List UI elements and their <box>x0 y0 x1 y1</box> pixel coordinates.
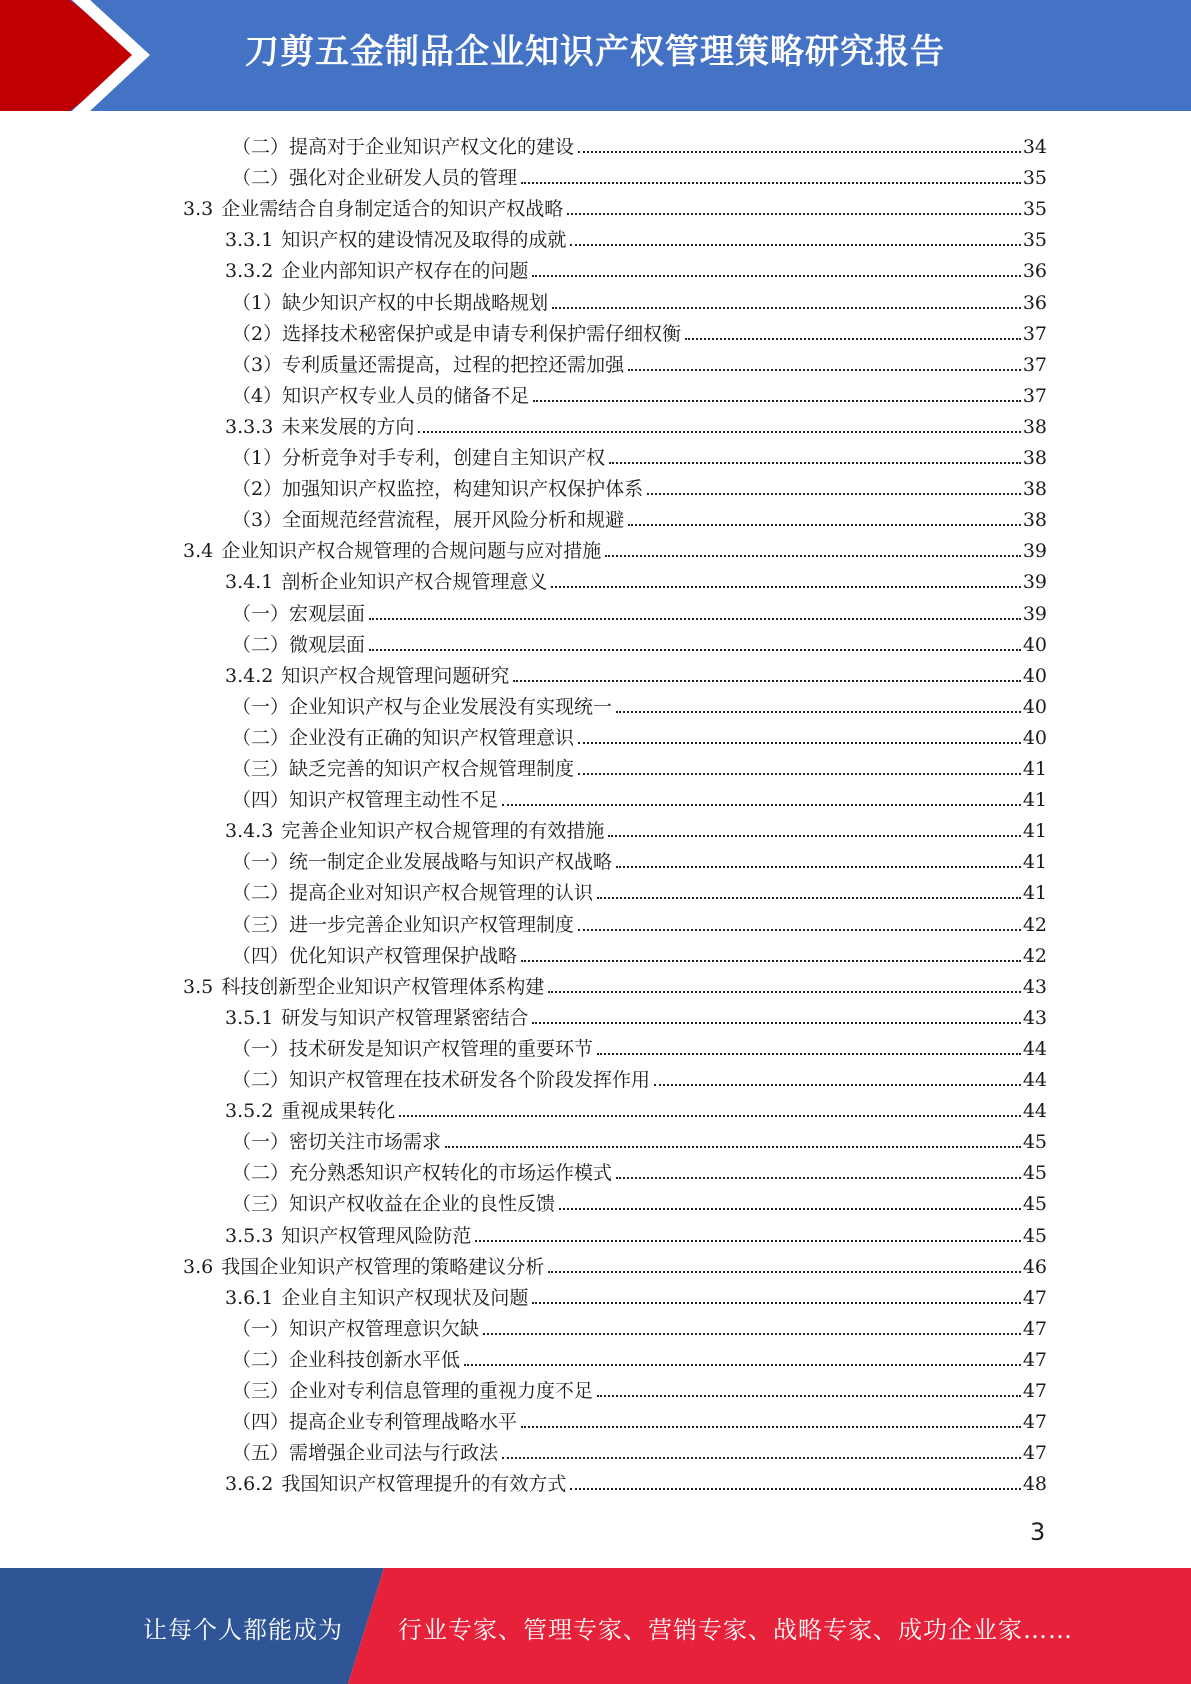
toc-entry-page: 38 <box>1022 447 1047 469</box>
toc-entry-page: 38 <box>1022 478 1047 501</box>
toc-entry-number: 3.3 <box>183 198 214 221</box>
toc-entry[interactable] <box>232 906 1047 937</box>
toc-entry-number: 3.4.3 <box>225 820 274 843</box>
toc-entry-title: （三）企业对专利信息管理的重视力度不足 <box>232 1380 594 1402</box>
toc-entry[interactable] <box>232 688 1047 719</box>
toc-entry[interactable] <box>232 843 1047 874</box>
toc-entry-title: 企业知识产权合规管理的合规问题与应对措施 <box>221 540 602 563</box>
toc-entry-title: （4）知识产权专业人员的储备不足 <box>232 384 530 407</box>
toc-entry-title: （一）企业知识产权与企业发展没有实现统一 <box>232 695 613 718</box>
toc-entry[interactable] <box>232 1123 1047 1154</box>
toc-entry[interactable] <box>232 346 1047 377</box>
toc-dot-leader <box>548 991 1021 993</box>
toc-entry[interactable] <box>225 1279 1047 1310</box>
document-title: 刀剪五金制品企业知识产权管理策略研究报告 <box>245 32 945 72</box>
toc-entry-title: （四）优化知识产权管理保护战略 <box>232 944 518 967</box>
toc-entry-page: 36 <box>1022 291 1047 314</box>
toc-entry-title: 知识产权合规管理问题研究 <box>281 664 510 687</box>
toc-entry-page: 47 <box>1022 1380 1047 1402</box>
toc-entry-page: 39 <box>1022 571 1047 594</box>
toc-entry-title: 科技创新型企业知识产权管理体系构建 <box>221 975 545 998</box>
toc-dot-leader <box>502 1457 1021 1459</box>
toc-entry-page: 41 <box>1022 758 1047 780</box>
toc-dot-leader <box>578 742 1021 744</box>
toc-entry[interactable] <box>232 1061 1047 1092</box>
toc-entry-page: 40 <box>1022 695 1047 718</box>
footer-slogan-left: 让每个人都能成为 <box>143 1616 343 1644</box>
toc-entry-page: 46 <box>1022 1255 1047 1278</box>
toc-dot-leader <box>464 1364 1021 1366</box>
toc-entry-page: 43 <box>1022 975 1047 998</box>
toc-entry[interactable] <box>232 377 1047 408</box>
toc-entry-page: 45 <box>1022 1162 1047 1185</box>
toc-entry-page: 39 <box>1022 540 1047 563</box>
toc-entry-page: 41 <box>1022 789 1047 812</box>
toc-entry[interactable] <box>232 626 1047 657</box>
toc-entry-page: 47 <box>1022 1442 1047 1465</box>
toc-entry-page: 42 <box>1022 913 1047 936</box>
toc-entry-number: 3.6.2 <box>225 1473 274 1496</box>
toc-entry-title: 知识产权管理风险防范 <box>281 1224 472 1247</box>
toc-entry[interactable] <box>232 1154 1047 1185</box>
toc-dot-leader <box>570 1488 1020 1490</box>
toc-entry-title: （一）统一制定企业发展战略与知识产权战略 <box>232 851 613 874</box>
toc-dot-leader <box>369 618 1021 620</box>
toc-entry-title: 研发与知识产权管理紧密结合 <box>281 1006 529 1029</box>
toc-entry[interactable] <box>232 1403 1047 1434</box>
toc-entry-page: 45 <box>1022 1224 1047 1247</box>
toc-entry-page: 43 <box>1022 1006 1047 1029</box>
toc-dot-leader <box>475 1240 1020 1242</box>
toc-dot-leader <box>616 711 1021 713</box>
toc-entry[interactable] <box>232 719 1047 750</box>
toc-entry-number: 3.4 <box>183 540 214 563</box>
toc-entry-title: 完善企业知识产权合规管理的有效措施 <box>281 820 605 843</box>
toc-entry-page: 37 <box>1022 384 1047 407</box>
toc-entry[interactable] <box>232 284 1047 315</box>
toc-dot-leader <box>483 1333 1021 1335</box>
toc-entry-title: （一）知识产权管理意识欠缺 <box>232 1317 480 1340</box>
toc-dot-leader <box>616 866 1021 868</box>
toc-entry-page: 39 <box>1022 602 1047 625</box>
toc-dot-leader <box>559 1208 1021 1210</box>
toc-dot-leader <box>616 1177 1021 1179</box>
toc-entry[interactable] <box>232 595 1047 626</box>
toc-entry[interactable] <box>183 1248 1047 1279</box>
toc-dot-leader <box>609 462 1021 464</box>
toc-entry-title: （2）选择技术秘密保护或是申请专利保护需仔细权衡 <box>232 322 682 345</box>
toc-entry-page: 37 <box>1022 322 1047 345</box>
toc-entry-title: （二）企业科技创新水平低 <box>232 1348 461 1371</box>
toc-entry-title: 重视成果转化 <box>281 1100 396 1123</box>
toc-entry-number: 3.3.1 <box>225 229 274 252</box>
toc-entry-title: （五）需增强企业司法与行政法 <box>232 1442 499 1465</box>
toc-entry-page: 36 <box>1022 260 1047 283</box>
toc-entry[interactable] <box>183 968 1047 999</box>
toc-entry[interactable] <box>225 999 1047 1030</box>
toc-entry-page: 34 <box>1022 136 1047 158</box>
toc-entry-number: 3.5.3 <box>225 1224 274 1247</box>
toc-entry-page: 45 <box>1022 1193 1047 1216</box>
toc-entry[interactable] <box>232 501 1047 532</box>
toc-entry-title: （1）缺少知识产权的中长期战略规划 <box>232 291 549 314</box>
toc-entry-page: 47 <box>1022 1286 1047 1309</box>
toc-entry-title: （二）强化对企业研发人员的管理 <box>232 167 518 190</box>
toc-dot-leader <box>597 897 1021 899</box>
toc-entry-title: 企业自主知识产权现状及问题 <box>281 1286 529 1309</box>
page-header <box>0 0 1191 111</box>
toc-dot-leader <box>654 1084 1021 1086</box>
toc-entry[interactable] <box>225 657 1047 688</box>
toc-dot-leader <box>605 555 1021 557</box>
toc-entry-number: 3.5.2 <box>225 1100 274 1123</box>
toc-entry[interactable] <box>232 1310 1047 1341</box>
toc-dot-leader <box>552 307 1021 309</box>
toc-entry-title: 我国企业知识产权管理的策略建议分析 <box>221 1255 545 1278</box>
toc-entry-title: （二）企业没有正确的知识产权管理意识 <box>232 726 575 749</box>
toc-dot-leader <box>532 275 1020 277</box>
toc-entry-title: 未来发展的方向 <box>281 415 415 438</box>
toc-entry-title: 企业内部知识产权存在的问题 <box>281 260 529 283</box>
toc-entry-title: （四）知识产权管理主动性不足 <box>232 789 499 812</box>
toc-dot-leader <box>578 929 1021 931</box>
toc-entry-title: （3）专利质量还需提高，过程的把控还需加强 <box>232 353 625 376</box>
toc-entry-title: （二）提高企业对知识产权合规管理的认识 <box>232 882 594 905</box>
toc-entry-number: 3.3.2 <box>225 260 274 283</box>
toc-entry-number: 3.5 <box>183 975 214 998</box>
toc-entry-title: （二）知识产权管理在技术研发各个阶段发挥作用 <box>232 1069 651 1091</box>
toc-entry[interactable] <box>232 937 1047 968</box>
toc-entry-page: 38 <box>1022 415 1047 438</box>
toc-dot-leader <box>567 213 1021 215</box>
toc-entry-title: （二）充分熟悉知识产权转化的市场运作模式 <box>232 1162 613 1185</box>
toc-entry-title: （四）提高企业专利管理战略水平 <box>232 1411 518 1434</box>
toc-dot-leader <box>570 244 1020 246</box>
toc-entry-title: （1）分析竞争对手专利，创建自主知识产权 <box>232 447 606 469</box>
toc-entry[interactable] <box>225 1092 1047 1123</box>
toc-entry-title: （三）缺乏完善的知识产权合规管理制度 <box>232 758 575 780</box>
toc-dot-leader <box>533 400 1021 402</box>
toc-entry[interactable] <box>232 781 1047 812</box>
toc-entry-page: 45 <box>1022 1131 1047 1154</box>
toc-entry[interactable] <box>232 1341 1047 1372</box>
toc-entry-page: 40 <box>1022 633 1047 656</box>
toc-entry-title: （一）密切关注市场需求 <box>232 1131 442 1154</box>
toc-entry[interactable] <box>232 315 1047 346</box>
toc-dot-leader <box>521 960 1021 962</box>
toc-dot-leader <box>418 431 1020 433</box>
toc-entry-title: （二）微观层面 <box>232 633 366 656</box>
toc-dot-leader <box>445 1146 1021 1148</box>
toc-entry-page: 40 <box>1022 726 1047 749</box>
toc-entry[interactable] <box>232 1185 1047 1216</box>
toc-entry-number: 3.4.2 <box>225 664 274 687</box>
toc-dot-leader <box>551 586 1020 588</box>
toc-entry-page: 35 <box>1022 198 1047 221</box>
toc-entry-page: 41 <box>1022 882 1047 905</box>
toc-entry[interactable] <box>232 1434 1047 1465</box>
toc-entry-page: 47 <box>1022 1348 1047 1371</box>
toc-entry[interactable] <box>232 128 1047 159</box>
toc-dot-leader <box>502 804 1021 806</box>
footer-slogan-right: 行业专家、管理专家、营销专家、战略专家、成功企业家…… <box>398 1616 1073 1644</box>
toc-dot-leader <box>548 1271 1021 1273</box>
toc-entry[interactable] <box>225 563 1047 594</box>
toc-entry[interactable] <box>225 221 1047 252</box>
toc-entry[interactable] <box>232 159 1047 190</box>
toc-entry-title: 我国知识产权管理提升的有效方式 <box>281 1473 567 1496</box>
toc-entry[interactable] <box>225 1217 1047 1248</box>
toc-entry-page: 47 <box>1022 1411 1047 1434</box>
toc-dot-leader <box>647 493 1021 495</box>
toc-entry-number: 3.6.1 <box>225 1286 274 1309</box>
toc-entry[interactable] <box>232 874 1047 905</box>
toc-entry[interactable] <box>225 408 1047 439</box>
toc-entry-page: 41 <box>1022 820 1047 843</box>
toc-dot-leader <box>532 1302 1020 1304</box>
header-red-arrow <box>0 0 140 111</box>
page-footer <box>0 1568 1191 1684</box>
toc-dot-leader <box>532 1022 1020 1024</box>
toc-entry-number: 3.4.1 <box>225 571 274 594</box>
toc-entry[interactable] <box>232 1372 1047 1403</box>
toc-dot-leader <box>628 524 1021 526</box>
toc-entry-page: 37 <box>1022 353 1047 376</box>
toc-entry-title: 企业需结合自身制定适合的知识产权战略 <box>221 198 564 221</box>
toc-dot-leader <box>608 835 1020 837</box>
toc-entry[interactable] <box>232 470 1047 501</box>
toc-entry-page: 41 <box>1022 851 1047 874</box>
toc-dot-leader <box>399 1115 1020 1117</box>
toc-dot-leader <box>369 649 1021 651</box>
toc-entry-title: （一）宏观层面 <box>232 602 366 625</box>
toc-entry-title: （三）进一步完善企业知识产权管理制度 <box>232 913 575 936</box>
toc-entry[interactable] <box>232 750 1047 781</box>
toc-entry-number: 3.5.1 <box>225 1006 274 1029</box>
toc-entry[interactable] <box>183 190 1047 221</box>
toc-entry-number: 3.6 <box>183 1255 214 1278</box>
toc-entry-title: （2）加强知识产权监控，构建知识产权保护体系 <box>232 478 644 501</box>
toc-entry-title: （三）知识产权收益在企业的良性反馈 <box>232 1193 556 1216</box>
toc-entry-title: 剖析企业知识产权合规管理意义 <box>281 571 548 594</box>
toc-entry-page: 44 <box>1022 1100 1047 1123</box>
toc-dot-leader <box>597 1053 1021 1055</box>
toc-entry-title: （一）技术研发是知识产权管理的重要环节 <box>232 1037 594 1060</box>
toc-dot-leader <box>685 338 1021 340</box>
toc-entry-title: （二）提高对于企业知识产权文化的建设 <box>232 136 575 158</box>
toc-entry-page: 40 <box>1022 664 1047 687</box>
toc-entry-number: 3.3.3 <box>225 415 274 438</box>
toc-dot-leader <box>578 151 1021 153</box>
page-number: 3 <box>1030 1518 1046 1546</box>
toc-entry-page: 48 <box>1022 1473 1047 1496</box>
toc-entry-page: 35 <box>1022 229 1047 252</box>
toc-dot-leader <box>521 182 1021 184</box>
toc-entry-page: 42 <box>1022 944 1047 967</box>
toc-dot-leader <box>521 1426 1021 1428</box>
toc-entry-page: 44 <box>1022 1069 1047 1091</box>
toc-entry-title: 知识产权的建设情况及取得的成就 <box>281 229 567 252</box>
toc-entry-page: 44 <box>1022 1037 1047 1060</box>
toc-entry[interactable] <box>225 252 1047 283</box>
toc-entry-page: 47 <box>1022 1317 1047 1340</box>
toc-dot-leader <box>578 773 1021 775</box>
toc-entry[interactable] <box>183 532 1047 563</box>
toc-dot-leader <box>597 1395 1021 1397</box>
toc-entry[interactable] <box>225 1465 1047 1496</box>
toc-entry-title: （3）全面规范经营流程，展开风险分析和规避 <box>232 509 625 532</box>
toc-dot-leader <box>513 680 1020 682</box>
toc-entry-page: 35 <box>1022 167 1047 190</box>
toc-dot-leader <box>628 369 1021 371</box>
toc-entry[interactable] <box>232 1030 1047 1061</box>
toc-entry-page: 38 <box>1022 509 1047 532</box>
toc-entry[interactable] <box>225 812 1047 843</box>
toc-entry[interactable] <box>232 439 1047 470</box>
